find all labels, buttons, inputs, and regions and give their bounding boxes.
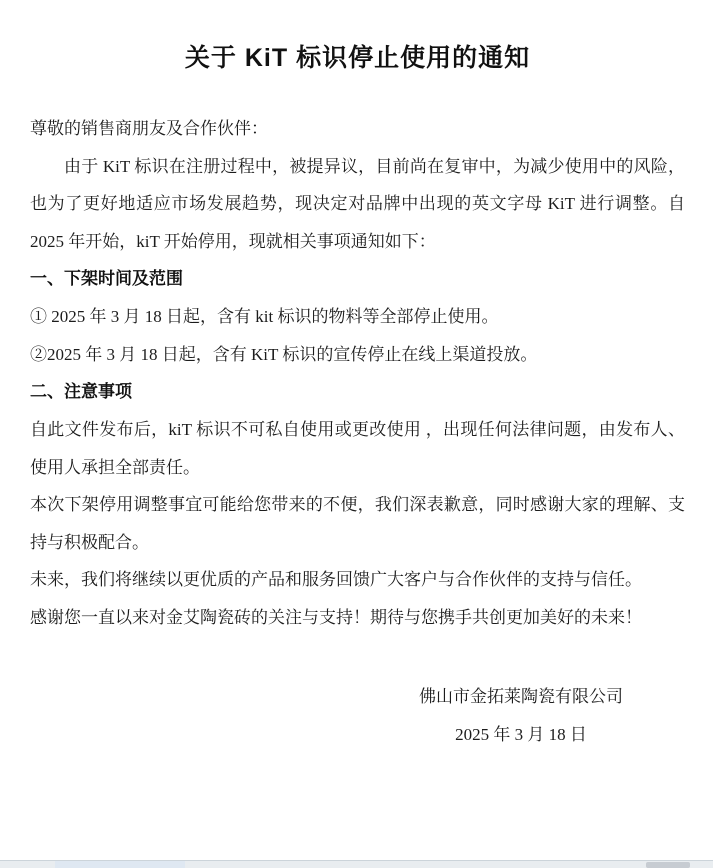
scrollbar-tint-segment [55,861,185,868]
signature-company: 佛山市金拓莱陶瓷有限公司 [419,687,623,706]
document-content [30,0,685,754]
section2-paragraph-3: 未来，我们将继续以更优质的产品和服务回馈广大客户与合作伙伴的支持与信任。 [30,570,642,589]
signature-block [358,678,684,754]
intro-paragraph: 由于 KiT 标识在注册过程中，被提异议，目前尚在复审中，为减少使用中的风险，也为了更好地适应市场发展趋势，现决定对品牌中出现的英文字母 KiT 进行调整。自 2025 年开始，kiT 开始停用，现就相关事项通知如下： [30,156,685,251]
horizontal-scrollbar-thumb[interactable] [646,862,690,868]
section2-paragraph-2: 本次下架停用调整事宜可能给您带来的不便，我们深表歉意，同时感谢大家的理解、支持与积极配合。 [30,495,685,552]
section1-heading: 一、下架时间及范围 [30,269,183,288]
section2-paragraph-1: 自此文件发布后，kiT 标识不可私自使用或更改使用 ，出现任何法律问题，由发布人、使用人承担全部责任。 [30,420,685,477]
section2-heading: 二、注意事项 [30,382,132,401]
section1-item-2: ②2025 年 3 月 18 日起，含有 KiT 标识的宣传停止在线上渠道投放。 [30,344,538,364]
section2-paragraph-4: 感谢您一直以来对金艾陶瓷砖的关注与支持！期待与您携手共创更加美好的未来！ [30,607,642,627]
signature-date: 2025 年 3 月 18 日 [455,725,587,744]
greeting-line: 尊敬的销售商朋友及合作伙伴： [30,119,268,138]
horizontal-scrollbar-track[interactable] [0,860,713,868]
document-title: 关于 KiT 标识停止使用的通知 [184,44,531,72]
section1-item-1: ① 2025 年 3 月 18 日起，含有 kit 标识的物料等全部停止使用。 [30,307,499,326]
